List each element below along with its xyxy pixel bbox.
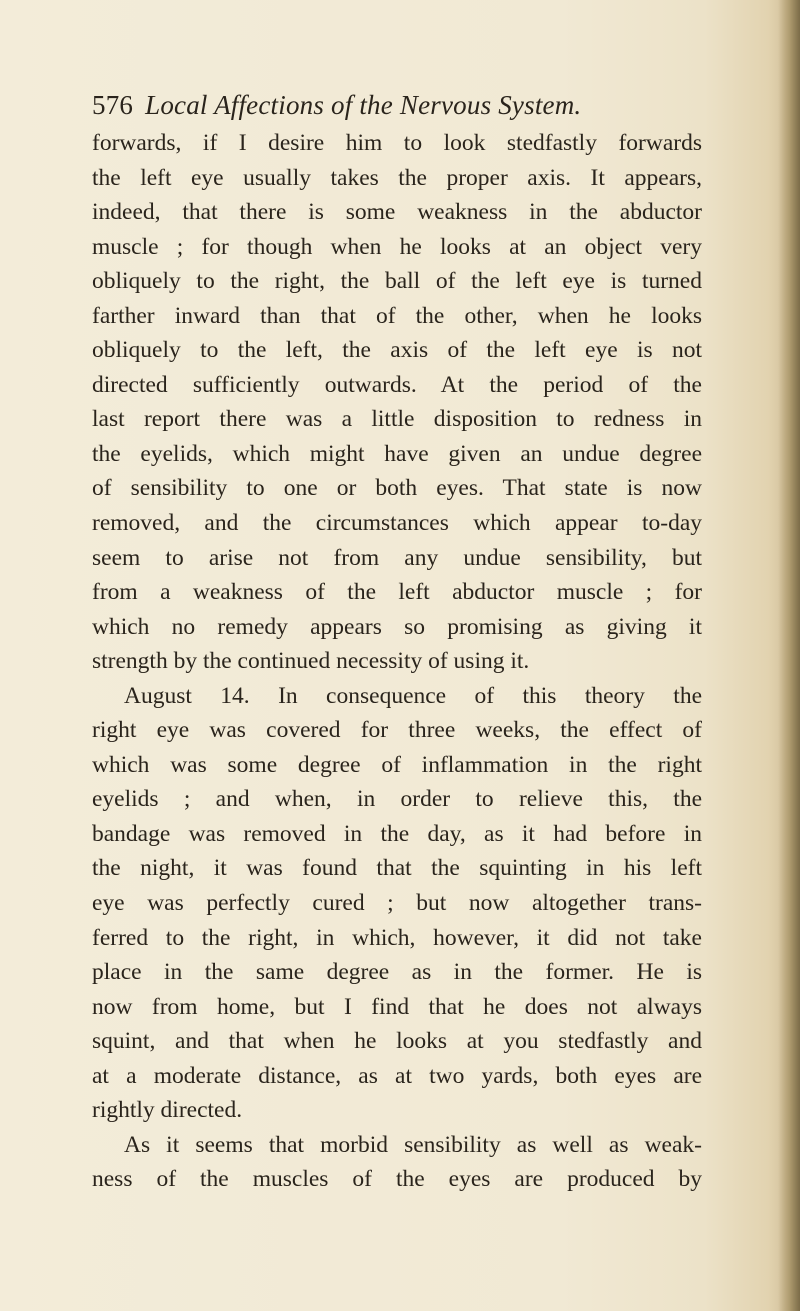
text-line: removed, and the circumstances which appear to-day [92, 510, 702, 537]
text-line: the eyelids, which might have given an undue degree [92, 440, 702, 467]
running-header [92, 90, 581, 121]
running-title: Local Affections of the Nervous System. [145, 90, 582, 120]
text-line: of sensibility to one or both eyes. That state is now [92, 475, 702, 502]
text-line: muscle ; for though when he looks at an object very [92, 233, 702, 260]
text-line: right eye was covered for three weeks, the effect of [92, 717, 702, 744]
text-line: forwards, if I desire him to look stedfastly forwards [92, 130, 702, 156]
text-line: seem to arise not from any undue sensibility, but [92, 544, 702, 571]
text-line: bandage was removed in the day, as it had before in [92, 820, 702, 847]
text-line: the night, it was found that the squinting in his left [92, 855, 702, 882]
text-line: indeed, that there is some weakness in the abductor [92, 199, 702, 226]
text-line: which was some degree of inflammation in the right [92, 751, 702, 778]
text-line: ness of the muscles of the eyes are produced by [92, 1166, 702, 1193]
paragraph-start-line: As it seems that morbid sensibility as well as weak- [124, 1131, 702, 1158]
text-line: which no remedy appears so promising as giving it [92, 613, 702, 640]
text-line: from a weakness of the left abductor muscle ; for [92, 579, 702, 606]
text-line: squint, and that when he looks at you stedfastly and [92, 1028, 702, 1055]
paragraph-start-line: August 14. In consequence of this theory the [124, 682, 702, 709]
text-line: last report there was a little disposition to redness in [92, 406, 702, 433]
text-line: at a moderate distance, as at two yards, both eyes are [92, 1062, 702, 1089]
page-edge-shadow [778, 0, 800, 1311]
text-line: strength by the continued necessity of using it. [92, 648, 530, 675]
text-line: farther inward than that of the other, when he looks [92, 302, 702, 329]
page-number: 576 [92, 90, 134, 120]
text-line: ferred to the right, in which, however, it did not take [92, 924, 702, 951]
text-line: the left eye usually takes the proper axis. It appears, [92, 164, 702, 191]
text-line: obliquely to the right, the ball of the left eye is turned [92, 268, 702, 295]
text-line: eyelids ; and when, in order to relieve this, the [92, 786, 702, 813]
body-text [92, 126, 702, 1197]
text-line: obliquely to the left, the axis of the left eye is not [92, 337, 702, 364]
text-line: rightly directed. [92, 1097, 243, 1124]
text-line: place in the same degree as in the former. He is [92, 959, 702, 986]
text-line: directed sufficiently outwards. At the period of the [92, 371, 702, 398]
text-line: eye was perfectly cured ; but now altogether trans- [92, 890, 702, 917]
text-line: now from home, but I find that he does not always [92, 993, 702, 1020]
